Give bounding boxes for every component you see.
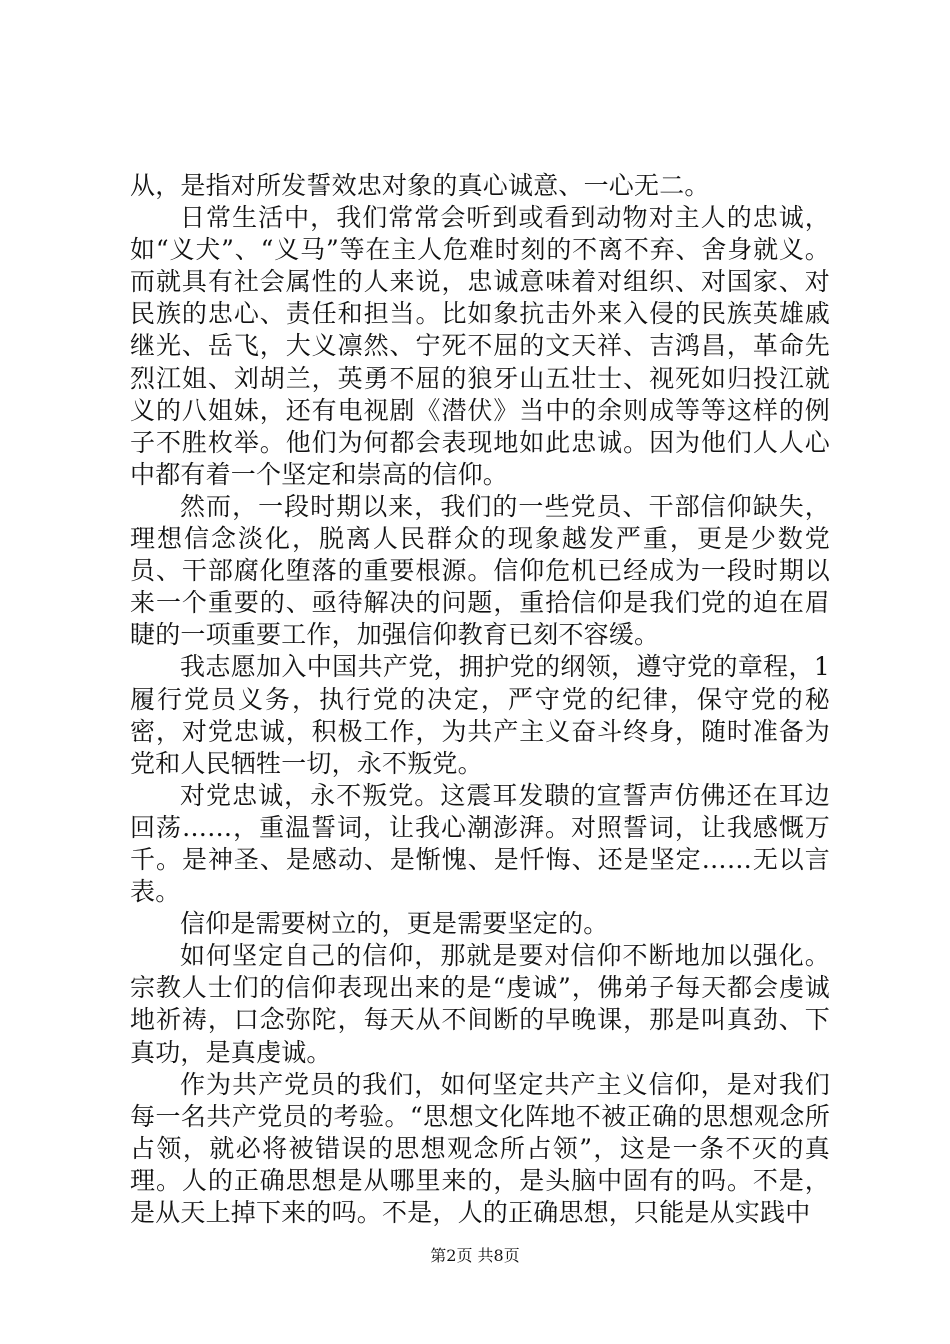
paragraph: 从，是指对所发誓效忠对象的真心诚意、一心无二。: [130, 171, 710, 200]
paragraph: 对党忠诚，永不叛党。这震耳发聩的宣誓声仿佛还在耳边回荡……，重温誓词，让我心潮澎湃。对照誓词，让我感慨万千。是神圣、是感动、是惭愧、是忏悔、还是坚定……无以言表。: [130, 780, 830, 907]
paragraph: 作为共产党员的我们，如何坚定共产主义信仰，是对我们每一名共产党员的考验。“思想文化阵地不被正确的思想观念所占领，就必将被错误的思想观念所占领”，这是一条不灭的真理。人的正确思想是从哪里来的，是头脑中固有的吗。不是，是从天上掉下来的吗。不是，人的正确思想，只能是从实践中: [130, 1069, 830, 1227]
body-text: [130, 170, 830, 1229]
paragraph: 日常生活中，我们常常会听到或看到动物对主人的忠诚，如“义犬”、“义马”等在主人危难时刻的不离不弃、舍身就义。而就具有社会属性的人来说，忠诚意味着对组织、对国家、对民族的忠心、责任和担当。比如象抗击外来入侵的民族英雄戚继光、岳飞，大义凛然、宁死不屈的文天祥、吉鸿昌，革命先烈江姐、刘胡兰，英勇不屈的狼牙山五壮士、视死如归投江就义的八姐妹，还有电视剧《潜伏》当中的余则成等等这样的例子不胜枚举。他们为何都会表现地如此忠诚。因为他们人人心中都有着一个坚定和崇高的信仰。: [130, 203, 830, 489]
paragraph: 然而，一段时期以来，我们的一些党员、干部信仰缺失，理想信念淡化，脱离人民群众的现象越发严重，更是少数党员、干部腐化堕落的重要根源。信仰危机已经成为一段时期以来一个重要的、亟待解决的问题，重拾信仰是我们党的迫在眉睫的一项重要工作，加强信仰教育已刻不容缓。: [130, 491, 830, 650]
paragraph: 信仰是需要树立的，更是需要坚定的。: [180, 909, 609, 939]
page-footer: 第2页 共8页: [430, 1246, 520, 1265]
paragraph: 我志愿加入中国共产党，拥护党的纲领，遵守党的章程，1履行党员义务，执行党的决定，严守党的纪律，保守党的秘密，对党忠诚，积极工作，为共产主义奋斗终身，随时准备为党和人民牺牲一切，永不叛党。: [130, 652, 830, 778]
paragraph: 如何坚定自己的信仰，那就是要对信仰不断地加以强化。宗教人士们的信仰表现出来的是“虔诚”，佛弟子每天都会虔诚地祈祷，口念弥陀，每天从不间断的早晚课，那是叫真劲、下真功，是真虔诚。: [130, 941, 830, 1067]
